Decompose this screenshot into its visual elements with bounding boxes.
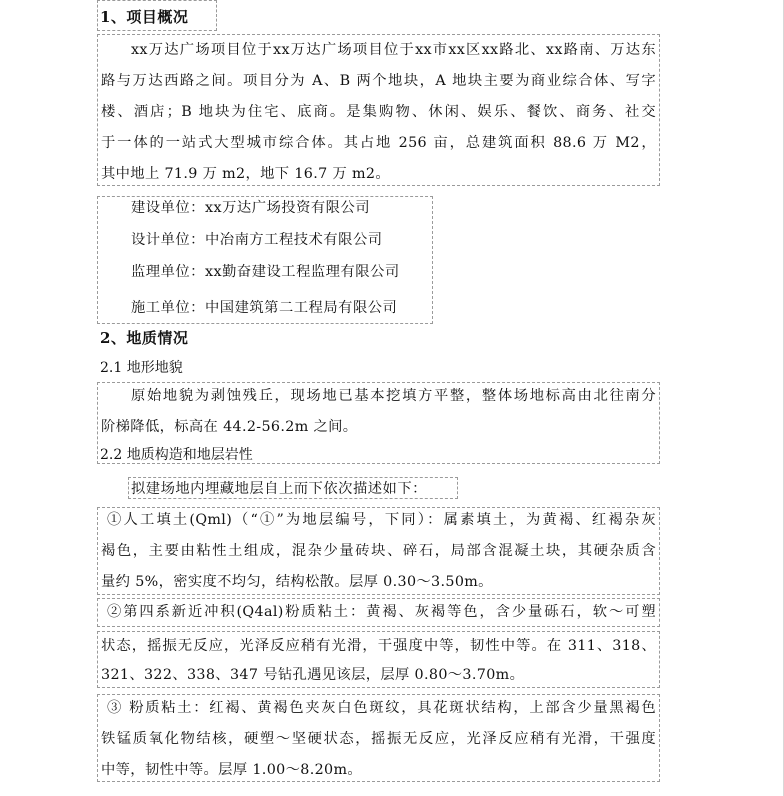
layer-3-line: 中等，韧性中等。层厚 1.00～8.20m。 xyxy=(101,762,363,778)
contractor-unit: 施工单位：中国建筑第二工程局有限公司 xyxy=(131,300,398,316)
layer-2-line: ②第四系新近冲积(Q4al)粉质粘土：黄褐、灰褐等色，含少量砾石，软～可塑 xyxy=(107,604,656,620)
section-2-1-title: 2.1 地形地貌 xyxy=(100,360,183,376)
terrain-paragraph xyxy=(101,381,656,441)
layer-3-line: 铁锰质氧化物结核，硬塑～坚硬状态，摇振无反应，光泽反应稍有光滑，干强度 xyxy=(101,731,656,747)
layer-2-line: 状态，摇振无反应，光泽反应稍有光滑，干强度中等，韧性中等。在 311、318、 xyxy=(101,638,656,654)
layer-2-line: 321、322、338、347 号钻孔遇见该层，层厚 0.80～3.70m。 xyxy=(101,667,525,683)
layer-3-line: ③ 粉质粘土：红褐、黄褐色夹灰白色斑纹，具花斑状结构，上部含少量黑褐色 xyxy=(107,700,656,716)
layer-1-line: 褐色，主要由粘性土组成，混杂少量砖块、碎石，局部含混凝土块，其硬杂质含 xyxy=(101,543,656,559)
design-unit: 设计单位：中冶南方工程技术有限公司 xyxy=(131,232,383,248)
overview-line: 于一体的一站式大型城市综合体。其占地 256 亩，总建筑面积 88.6 万 M2， xyxy=(101,135,656,151)
section-1-title: 1、项目概况 xyxy=(100,8,189,26)
overview-line: 路与万达西路之间。项目分为 A、B 两个地块，A 地块主要为商业综合体、写字 xyxy=(101,73,656,89)
supervision-unit: 监理单位：xx勤奋建设工程监理有限公司 xyxy=(131,264,400,280)
layer-2-paragraph xyxy=(101,597,656,690)
layer-1-paragraph xyxy=(101,505,656,598)
overview-paragraph xyxy=(101,35,656,187)
overview-line: 其中地上 71.9 万 m2，地下 16.7 万 m2。 xyxy=(101,166,391,182)
layer-1-line: ①人工填土(Qml)（“①”为地层编号，下同）：属素填土，为黄褐、红褐杂灰 xyxy=(107,512,656,528)
terrain-line: 阶梯降低，标高在 44.2-56.2m 之间。 xyxy=(101,419,358,435)
section-2-2-title: 2.2 地质构造和地层岩性 xyxy=(100,447,253,463)
layer-1-line: 量约 5%，密实度不均匀，结构松散。层厚 0.30～3.50m。 xyxy=(101,574,493,590)
overview-line: 楼、酒店；B 地块为住宅、底商。是集购物、休闲、娱乐、餐饮、商务、社交 xyxy=(101,104,656,120)
strata-intro: 拟建场地内埋藏地层自上而下依次描述如下： xyxy=(131,481,427,497)
terrain-line: 原始地貌为剥蚀残丘，现场地已基本挖填方平整，整体场地标高由北往南分 xyxy=(131,388,656,404)
overview-line: xx万达广场项目位于xx万达广场项目位于xx市xx区xx路北、xx路南、万达东 xyxy=(131,42,656,58)
section-2-title: 2、地质情况 xyxy=(100,329,189,347)
construction-unit: 建设单位：xx万达广场投资有限公司 xyxy=(131,200,371,216)
layer-3-paragraph xyxy=(101,693,656,786)
